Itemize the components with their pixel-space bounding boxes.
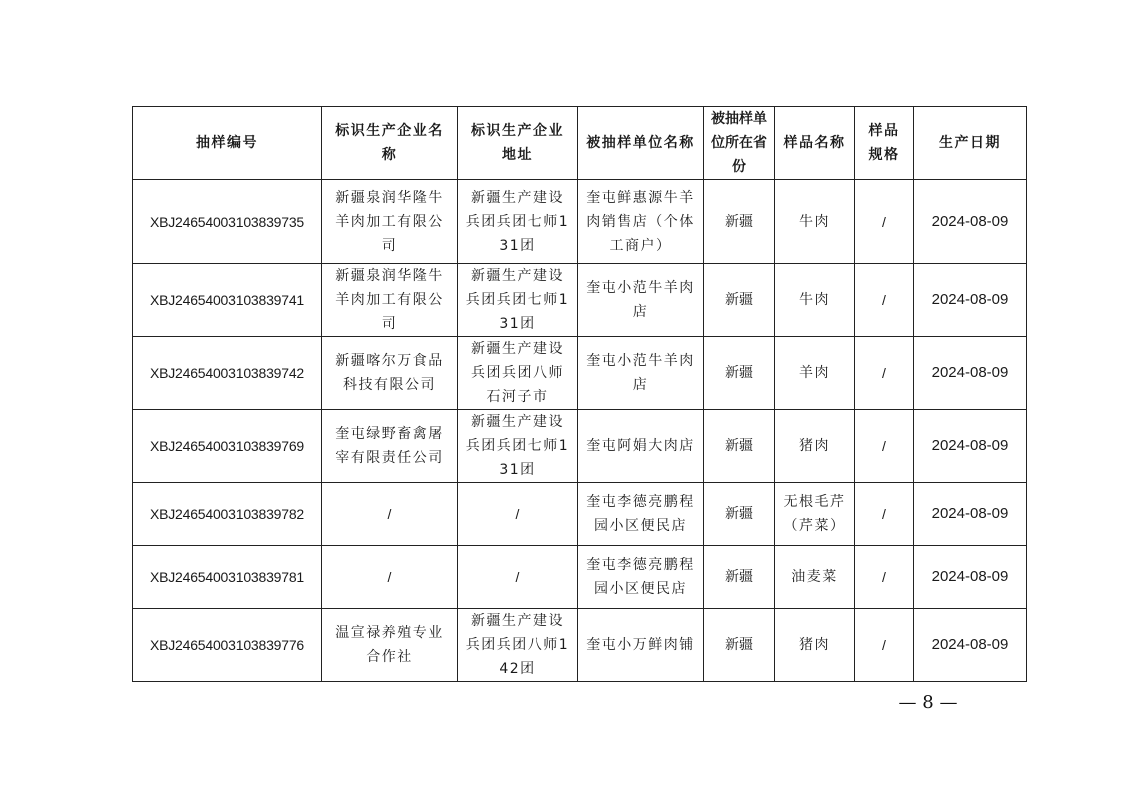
cell-sample-spec: / (855, 609, 914, 682)
cell-sampled-province: 新疆 (704, 483, 775, 546)
cell-production-date: 2024-08-09 (914, 483, 1027, 546)
cell-manufacturer-name: 温宣禄养殖专业合作社 (322, 609, 458, 682)
cell-sample-spec: / (855, 264, 914, 337)
cell-sample-id: XBJ24654003103839781 (133, 546, 322, 609)
table-row (133, 410, 1027, 483)
cell-production-date: 2024-08-09 (914, 609, 1027, 682)
cell-manufacturer-name: 奎屯绿野畜禽屠宰有限责任公司 (322, 410, 458, 483)
cell-manufacturer-address: 新疆生产建设兵团兵团七师131团 (458, 180, 578, 264)
cell-manufacturer-name: / (322, 483, 458, 546)
table-row (133, 546, 1027, 609)
cell-sampled-unit: 奎屯阿娟大肉店 (578, 410, 704, 483)
cell-sample-spec: / (855, 180, 914, 264)
cell-sample-id: XBJ24654003103839782 (133, 483, 322, 546)
cell-production-date: 2024-08-09 (914, 546, 1027, 609)
cell-production-date: 2024-08-09 (914, 264, 1027, 337)
header-sampled-unit: 被抽样单位名称 (578, 107, 704, 180)
cell-production-date: 2024-08-09 (914, 410, 1027, 483)
cell-manufacturer-address: / (458, 546, 578, 609)
header-sample-name: 样品名称 (775, 107, 855, 180)
cell-sample-name: 牛肉 (775, 264, 855, 337)
cell-sample-id: XBJ24654003103839769 (133, 410, 322, 483)
cell-sampled-unit: 奎屯李德亮鹏程园小区便民店 (578, 483, 704, 546)
table-row (133, 483, 1027, 546)
cell-sample-name: 猪肉 (775, 410, 855, 483)
cell-sampled-province: 新疆 (704, 337, 775, 410)
cell-sampled-province: 新疆 (704, 180, 775, 264)
cell-sample-spec: / (855, 483, 914, 546)
cell-sampled-province: 新疆 (704, 609, 775, 682)
cell-sampled-unit: 奎屯鲜惠源牛羊肉销售店（个体工商户） (578, 180, 704, 264)
cell-sample-spec: / (855, 546, 914, 609)
header-sample-spec: 样品规格 (855, 107, 914, 180)
cell-sampled-unit: 奎屯小万鲜肉铺 (578, 609, 704, 682)
table-row (133, 264, 1027, 337)
cell-manufacturer-address: 新疆生产建设兵团兵团七师131团 (458, 264, 578, 337)
cell-sample-spec: / (855, 337, 914, 410)
cell-sampled-province: 新疆 (704, 264, 775, 337)
cell-sample-name: 牛肉 (775, 180, 855, 264)
cell-manufacturer-address: 新疆生产建设兵团兵团八师石河子市 (458, 337, 578, 410)
header-manufacturer-address: 标识生产企业地址 (458, 107, 578, 180)
cell-sampled-unit: 奎屯李德亮鹏程园小区便民店 (578, 546, 704, 609)
cell-sample-name: 羊肉 (775, 337, 855, 410)
table-row (133, 609, 1027, 682)
cell-manufacturer-name: 新疆喀尔万食品科技有限公司 (322, 337, 458, 410)
cell-sampled-unit: 奎屯小范牛羊肉店 (578, 264, 704, 337)
cell-manufacturer-name: 新疆泉润华隆牛羊肉加工有限公司 (322, 264, 458, 337)
cell-sampled-province: 新疆 (704, 410, 775, 483)
page-number: — 8 — (898, 692, 958, 713)
cell-manufacturer-name: 新疆泉润华隆牛羊肉加工有限公司 (322, 180, 458, 264)
cell-sample-id: XBJ24654003103839735 (133, 180, 322, 264)
table-row (133, 180, 1027, 264)
cell-production-date: 2024-08-09 (914, 180, 1027, 264)
table-header-row (133, 107, 1027, 180)
header-production-date: 生产日期 (914, 107, 1027, 180)
cell-sample-name: 油麦菜 (775, 546, 855, 609)
cell-sample-id: XBJ24654003103839776 (133, 609, 322, 682)
cell-sample-id: XBJ24654003103839741 (133, 264, 322, 337)
cell-manufacturer-address: 新疆生产建设兵团兵团八师142团 (458, 609, 578, 682)
cell-production-date: 2024-08-09 (914, 337, 1027, 410)
cell-sample-id: XBJ24654003103839742 (133, 337, 322, 410)
sampling-results-table (132, 106, 1027, 682)
cell-manufacturer-name: / (322, 546, 458, 609)
cell-sample-name: 猪肉 (775, 609, 855, 682)
header-sample-id: 抽样编号 (133, 107, 322, 180)
cell-manufacturer-address: 新疆生产建设兵团兵团七师131团 (458, 410, 578, 483)
header-sampled-province: 被抽样单位所在省份 (704, 107, 775, 180)
cell-manufacturer-address: / (458, 483, 578, 546)
cell-sampled-province: 新疆 (704, 546, 775, 609)
cell-sampled-unit: 奎屯小范牛羊肉店 (578, 337, 704, 410)
cell-sample-spec: / (855, 410, 914, 483)
cell-sample-name: 无根毛芹（芹菜） (775, 483, 855, 546)
header-manufacturer-name: 标识生产企业名称 (322, 107, 458, 180)
table-row (133, 337, 1027, 410)
